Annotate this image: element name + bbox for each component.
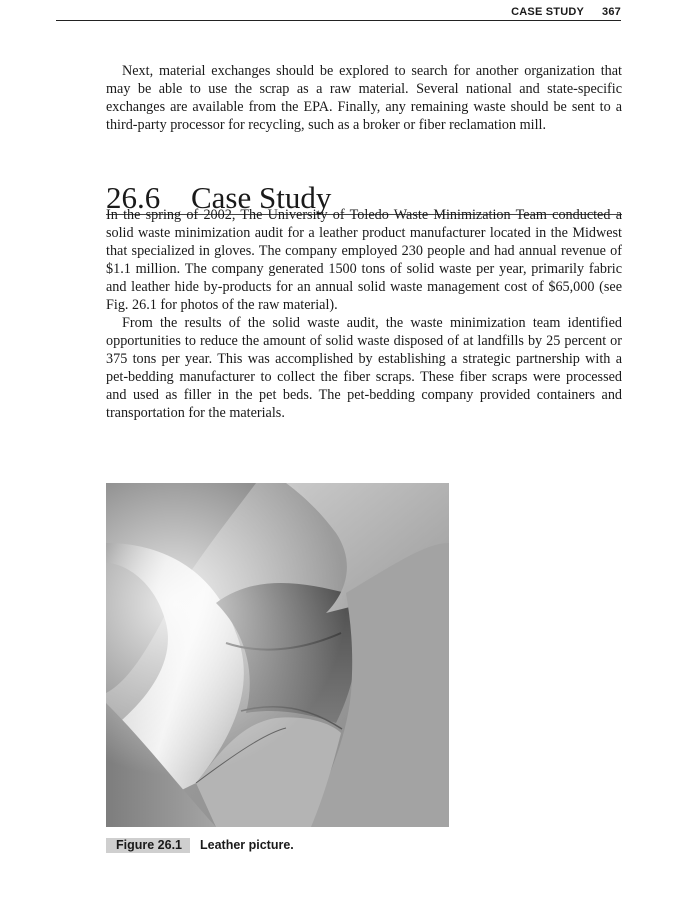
section-number: 26.6 — [106, 179, 161, 215]
leather-photo — [106, 483, 449, 827]
page-number: 367 — [602, 6, 621, 18]
running-title: CASE STUDY — [511, 6, 585, 18]
figure-caption — [106, 838, 294, 853]
case-paragraph-1: In the spring of 2002, The University of Toledo Waste Minimization Team conducted a solid waste minimization audit for a leather product manufacturer located in the Midwest that specialized in gloves. The company employed 230 people and had annual revenue of $1.1 million. The company generated 1500 tons of solid waste per year, primarily fabric and leather hide by-products for an annual solid waste management cost of $65,000 (see Fig. 26.1 for photos of the raw material). — [106, 207, 622, 313]
intro-paragraph-block — [106, 62, 622, 134]
figure-label: Figure 26.1 — [106, 838, 190, 853]
case-paragraph-2: From the results of the solid waste audit, the waste minimization team identified opportunities to reduce the amount of solid waste disposed of at landfills by 25 percent or 375 tons per year. This was accomplished by establishing a strategic partnership with a pet-bedding manufacturer to collect the fiber scraps. These fiber scraps were processed and used as filler in the pet beds. The pet-bedding company provided containers and transportation for the materials. — [106, 315, 622, 421]
figure-caption-text: Leather picture. — [200, 838, 294, 852]
section-title: Case Study — [191, 179, 332, 215]
running-header — [56, 6, 621, 21]
intro-paragraph: Next, material exchanges should be explored to search for another organization that may be able to use the scrap as a raw material. Several national and state-specific exchanges are available from the EPA. Finally, any remaining waste should be sent to a third-party processor for recycling, such as a broker or fiber reclamation mill. — [106, 63, 622, 133]
case-study-body — [106, 206, 622, 422]
